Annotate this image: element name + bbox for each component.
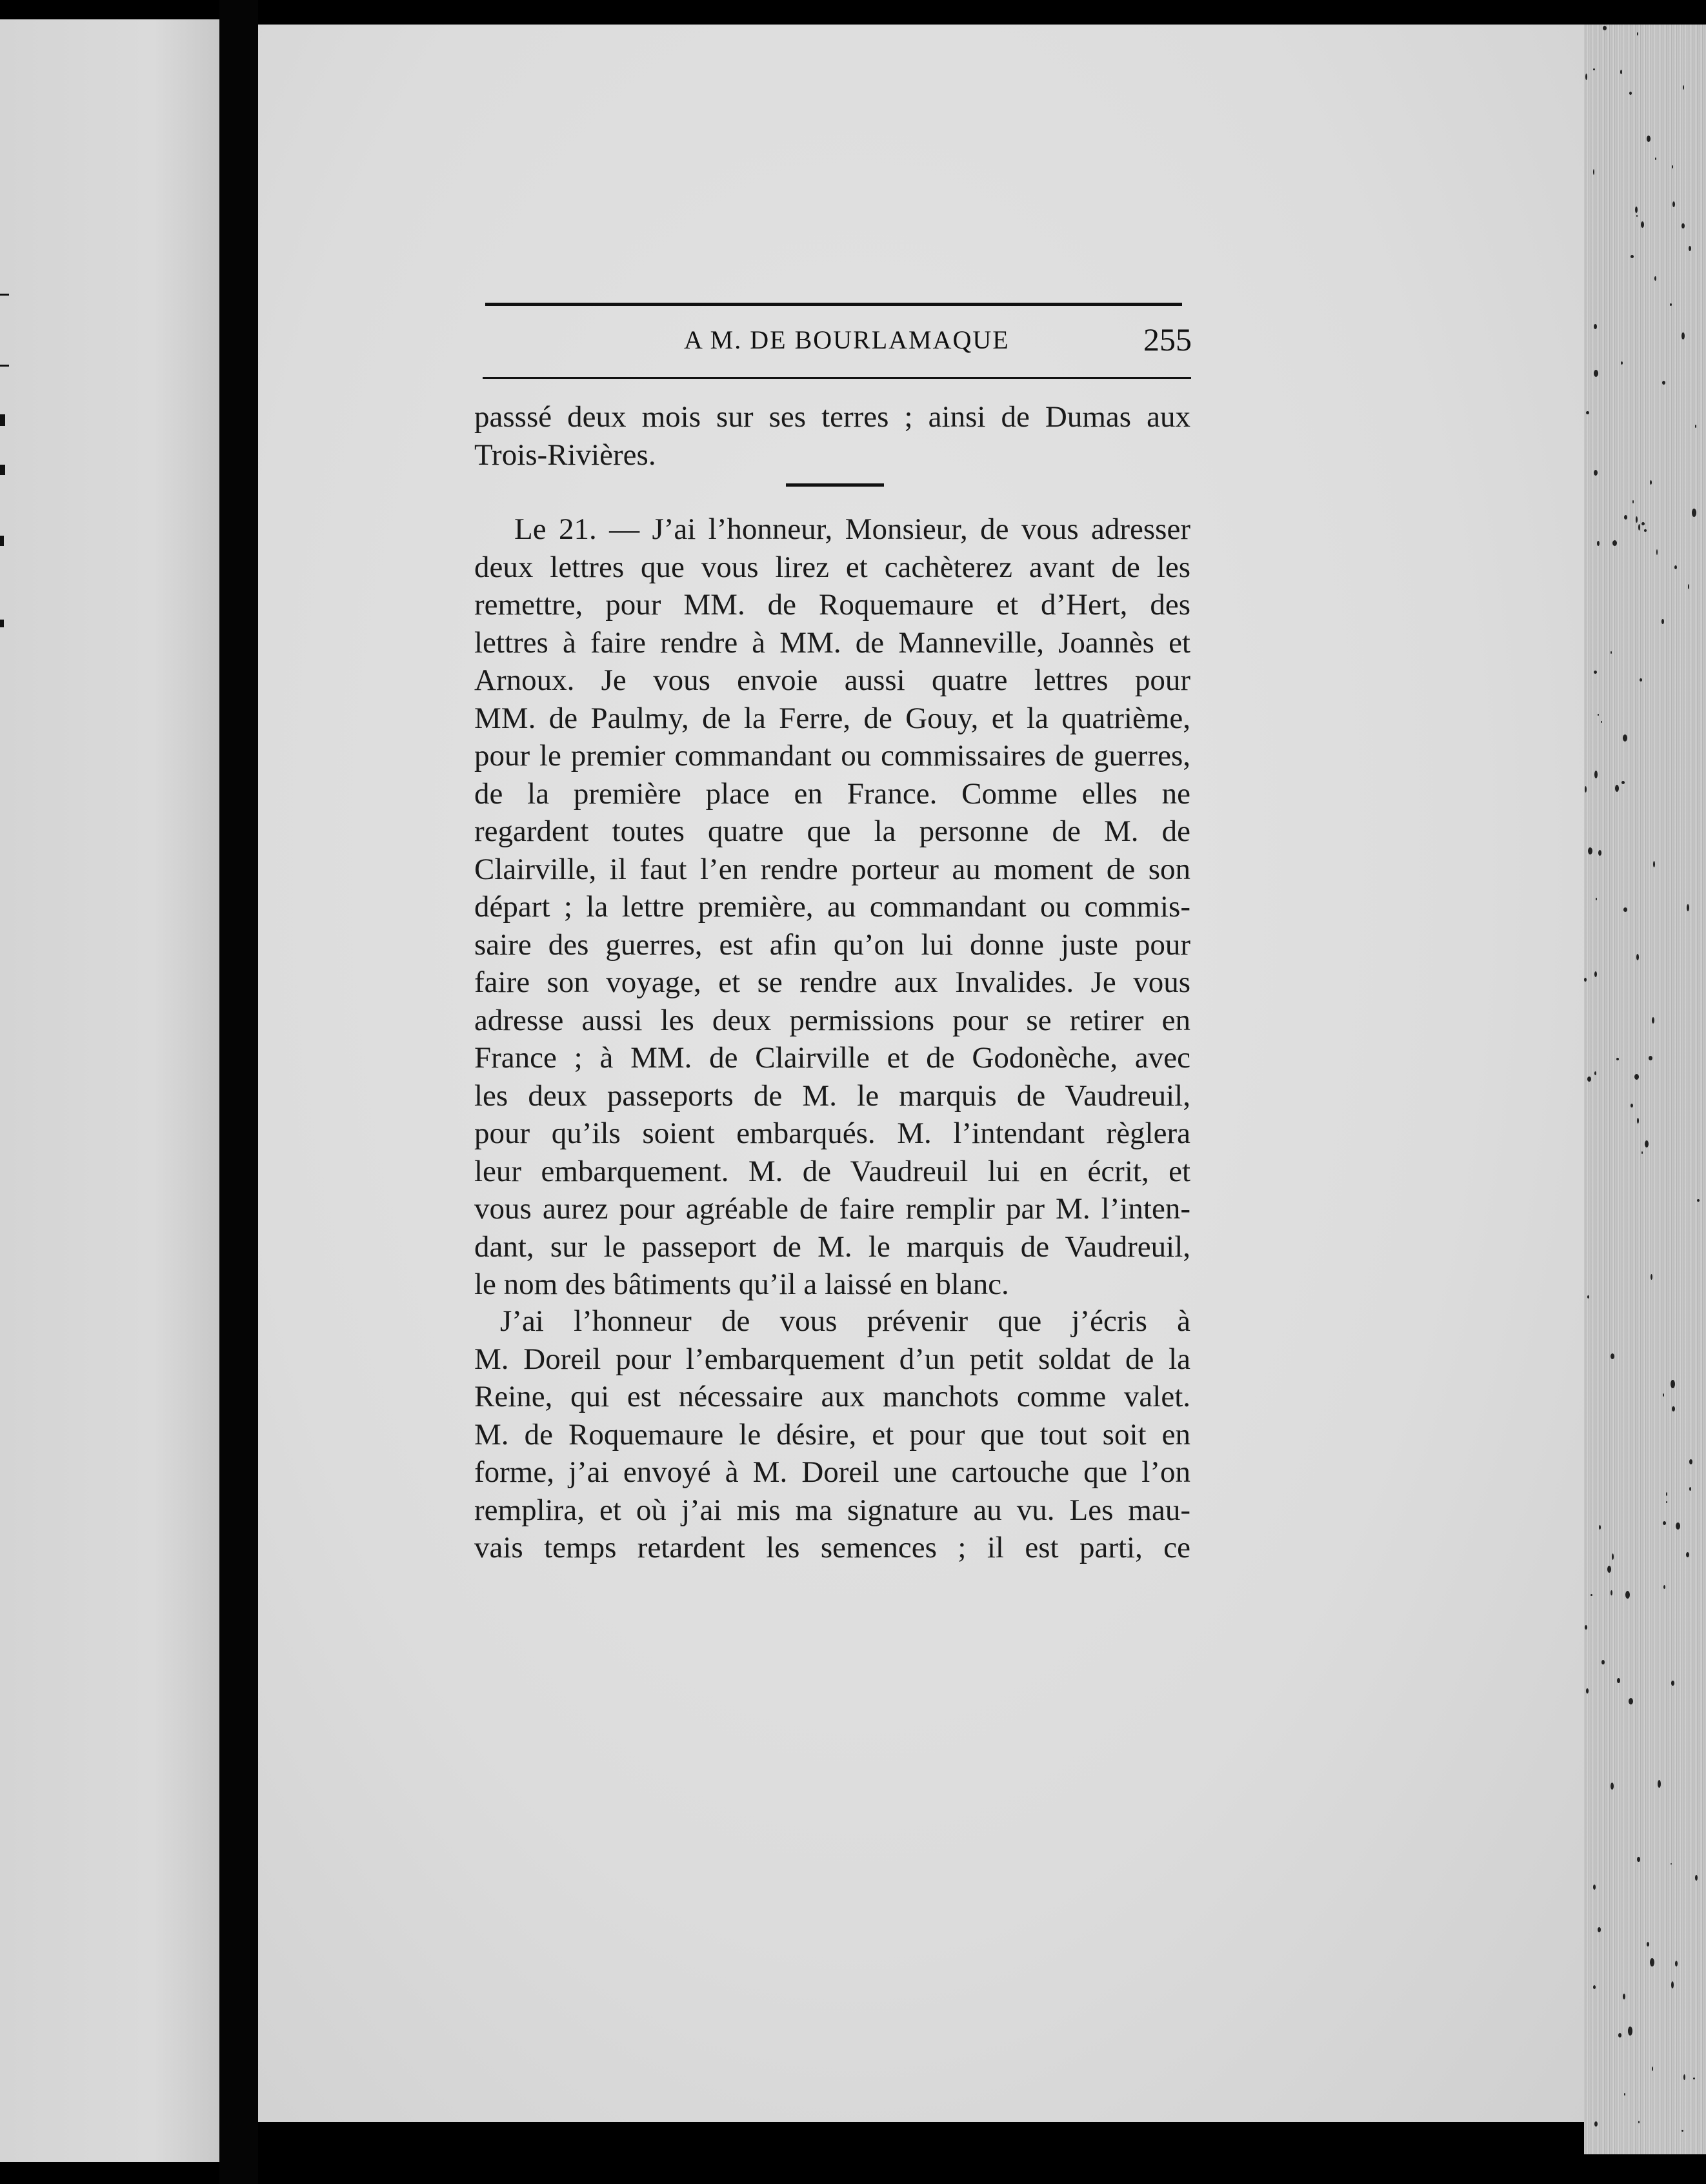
edge-speck [1641,221,1644,228]
edge-speck [1666,1492,1667,1496]
running-head: A M. DE BOURLAMAQUE [684,325,1010,354]
edge-speck [1598,1927,1601,1932]
edge-speck [1620,70,1622,74]
text-line: J’ai l’honneur de vous prévenir que j’écris à [500,1304,1190,1338]
edge-speck [1683,85,1684,90]
edge-speck [1629,1698,1633,1704]
page-edges [1584,25,1706,2154]
text-line: regardent toutes quatre que la personne de M. de [474,814,1190,848]
text-line: adresse aussi les deux permissions pour se retirer en [474,1003,1190,1037]
edge-speck [1615,785,1619,792]
edge-speck [1621,781,1625,784]
edge-speck [1695,425,1696,428]
edge-speck [1632,500,1634,503]
edge-speck [1621,361,1623,365]
edge-speck [1647,136,1651,142]
edge-speck [1625,1591,1630,1599]
text-line: remplira, et où j’ai mis ma signature au vu. Les mau- [474,1493,1190,1527]
edge-speck [1585,1625,1587,1630]
edge-speck [1594,2121,1598,2127]
edge-speck [1652,1017,1654,1024]
text-line: forme, j’ai envoyé à M. Doreil une cartouche que l’on [474,1455,1190,1489]
text-line: faire son voyage, et se rendre aux Invalides. Je vous [474,966,1190,999]
edge-speck [1687,904,1689,911]
page-number: 255 [1143,321,1192,358]
edge-speck [1661,619,1664,624]
text-line: Le 21. — J’ai l’honneur, Monsieur, de vous adresser [514,512,1190,546]
text-line: départ ; la lettre première, au commandant ou commis- [474,890,1190,924]
edge-speck [1631,255,1634,258]
edge-speck [1594,971,1597,977]
edge-speck [1591,1594,1592,1596]
edge-speck [1663,1393,1664,1397]
edge-speck [1594,470,1598,476]
edge-speck [1641,522,1645,525]
text-line: leur embarquement. M. de Vaudreuil lui en écrit, et [474,1154,1190,1188]
edge-speck [1681,2130,1683,2132]
text-line: vais temps retardent les semences ; il est parti, ce [474,1531,1190,1564]
edge-speck [1653,861,1655,867]
text-line: pour qu’ils soient embarqués. M. l’intendant règlera [474,1117,1190,1150]
edge-speck [1594,324,1597,329]
text-line: de la première place en France. Comme elles ne [474,776,1190,811]
edge-speck [1607,1566,1611,1573]
edge-speck [1644,529,1647,532]
edge-speck [1697,1199,1700,1202]
edge-speck [1636,954,1639,960]
text-line: les deux passeports de M. le marquis de Vaudreuil, [474,1078,1190,1113]
text-line: saire des guerres, est afin qu’on lui donne juste pour [474,927,1190,962]
edge-speck [1594,1071,1596,1075]
edge-speck [1650,1958,1654,1967]
edge-speck [1640,678,1642,682]
edge-speck [1624,515,1627,520]
edge-speck [1674,565,1677,569]
edge-speck [1631,1104,1633,1107]
book-gutter [219,0,258,2184]
edge-speck [1585,786,1587,793]
text-line: Reine, qui est nécessaire aux manchots comme valet. [474,1380,1190,1413]
edge-speck [1638,2121,1640,2123]
text-line: passsé deux mois sur ses terres ; ainsi de Dumas aux [474,400,1190,434]
edge-speck [1594,370,1598,377]
text-line: M. de Roquemaure le désire, et pour que tout soit en [474,1417,1190,1451]
text-line: le nom des bâtiments qu’il a laissé en blanc. [474,1268,1009,1301]
text-line: dant, sur le passeport de M. le marquis de Vaudreuil, [474,1229,1190,1264]
edge-speck [1618,2033,1621,2037]
edge-speck [1693,2078,1695,2079]
edge-speck [1598,714,1599,716]
edge-speck [1586,1688,1589,1694]
section-divider [786,483,884,487]
edge-speck [1689,1487,1691,1491]
edge-speck [1597,541,1600,546]
edge-speck [1681,332,1685,339]
edge-speck [1671,1981,1674,1988]
text-line: deux lettres que vous lirez et cachèterez avant de les [474,550,1190,584]
edge-speck [1601,721,1602,723]
text-line: Trois-Rivières. [474,438,656,472]
edge-speck [1695,1875,1698,1881]
edge-speck [1636,215,1638,217]
edge-speck [1623,734,1627,742]
edge-speck [1672,165,1673,168]
edge-speck [1645,1140,1649,1148]
continuation-paragraph [474,398,1190,474]
edge-speck [1662,381,1665,385]
edge-speck [1676,1522,1680,1530]
edge-speck [1656,549,1658,555]
edge-speck [1671,1681,1674,1686]
edge-speck [1586,411,1589,414]
edge-speck [1689,1459,1692,1464]
edge-speck [1616,1058,1619,1060]
edge-speck [1593,169,1594,175]
edge-speck [1584,978,1587,982]
text-line: lettres à faire rendre à MM. de Manneville, Joannès et [474,625,1190,660]
edge-speck [1611,1783,1614,1790]
edge-speck [1683,2074,1685,2080]
edge-speck [1611,1590,1612,1595]
edge-speck [1650,480,1652,485]
text-line: MM. de Paulmy, de la Ferre, de Gouy, et la quatrième, [474,701,1190,735]
edge-speck [1588,847,1592,854]
edge-speck [1612,540,1617,546]
edge-speck [1641,1151,1643,1154]
edge-speck [1666,1501,1667,1503]
edge-speck [1636,516,1638,523]
left-page-mark [0,365,9,367]
header-rule-bottom [483,377,1191,379]
edge-speck [1638,524,1640,531]
left-page-mark [0,620,4,627]
text-line: M. Doreil pour l’embarquement d’un petit soldat de la [474,1342,1190,1376]
edge-speck [1651,1274,1652,1280]
text-line: vous aurez pour agréable de faire remplir par M. l’inten- [474,1192,1190,1226]
edge-speck [1587,1295,1589,1299]
edge-speck [1603,26,1607,30]
edge-speck [1623,907,1627,912]
edge-speck [1655,157,1656,160]
left-page-mark [0,536,4,546]
left-page-mark [0,294,9,296]
edge-speck [1675,1961,1678,1967]
edge-speck [1617,1678,1620,1683]
left-page-mark [0,414,5,426]
edge-speck [1652,2067,1653,2071]
edge-speck [1612,1553,1614,1560]
edge-speck [1688,584,1689,589]
left-page-mark [0,465,5,475]
edge-speck [1629,92,1632,95]
letter-paragraph [474,511,1190,1304]
edge-speck [1634,1074,1639,1080]
edge-speck [1692,509,1696,517]
edge-speck [1594,771,1598,778]
edge-speck [1587,1077,1591,1082]
edge-speck [1637,32,1638,35]
edge-speck [1649,1056,1652,1060]
header-rule-top [485,303,1182,306]
edge-speck [1672,201,1675,207]
second-paragraph [474,1302,1190,1567]
edge-speck [1654,276,1656,281]
edge-speck [1611,651,1612,654]
text-line: Clairville, il faut l’en rendre porteur au moment de son [474,852,1190,886]
edge-speck [1624,2093,1625,2096]
edge-speck [1663,1521,1666,1525]
edge-speck [1637,1118,1639,1124]
edge-speck [1689,246,1691,251]
edge-speck [1593,1985,1596,1989]
edge-speck [1594,671,1597,674]
text-line: France ; à MM. de Clairville et de Godonèche, avec [474,1041,1190,1075]
edge-speck [1598,850,1601,856]
edge-speck [1681,223,1685,228]
edge-speck [1599,1525,1601,1530]
edge-speck [1671,1380,1675,1388]
text-line: Arnoux. Je vous envoie aussi quatre lettres pour [474,663,1190,697]
edge-speck [1663,1585,1665,1589]
text-line: remettre, pour MM. de Roquemaure et d’Hert, des [474,588,1190,622]
edge-speck [1593,68,1595,70]
edge-speck [1623,1994,1625,1999]
edge-speck [1611,1353,1614,1359]
edge-speck [1647,1942,1649,1946]
edge-speck [1593,1885,1596,1890]
edge-speck [1686,1552,1689,1557]
previous-page-edge [0,19,219,2162]
text-line: pour le premier commandant ou commissaires de guerres, [474,739,1190,773]
edge-speck [1628,2027,1632,2036]
edge-speck [1672,1406,1675,1411]
edge-speck [1637,1857,1640,1862]
edge-speck [1658,1780,1661,1788]
edge-speck [1670,303,1672,306]
edge-speck [1585,74,1587,80]
edge-speck [1635,207,1638,213]
edge-speck [1671,1863,1672,1865]
edge-speck [1596,898,1597,900]
edge-speck [1601,1660,1605,1664]
